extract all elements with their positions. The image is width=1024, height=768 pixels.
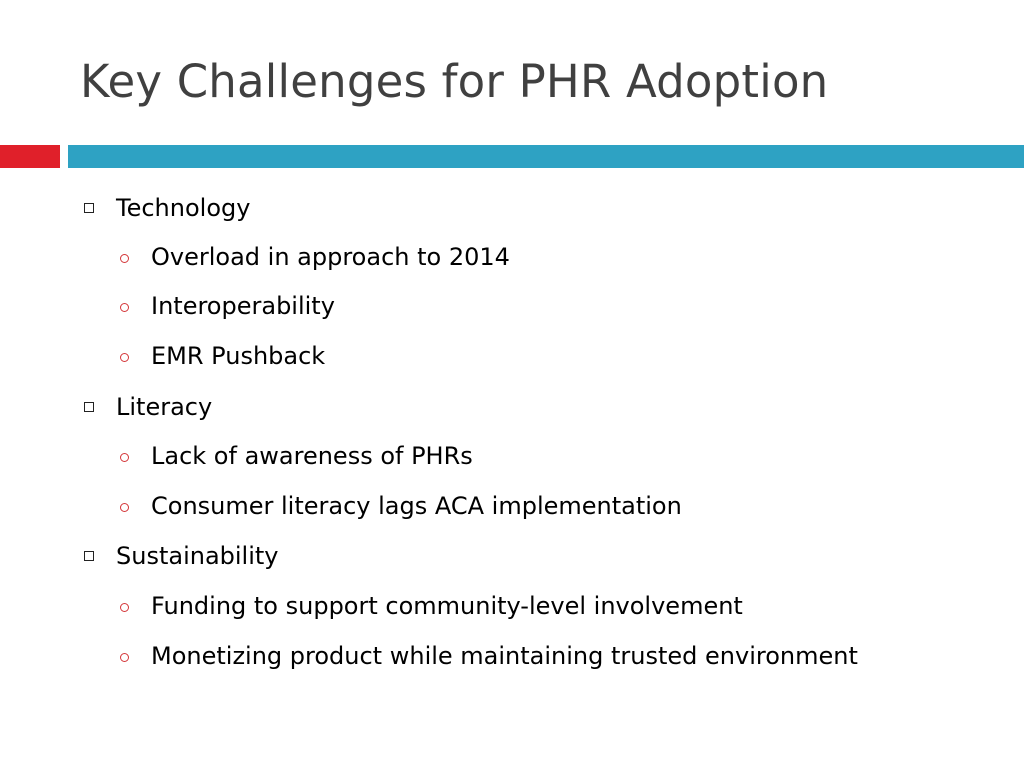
circle-bullet-icon xyxy=(120,254,129,263)
sub-bullet-text: Overload in approach to 2014 xyxy=(151,243,510,271)
circle-bullet-icon xyxy=(120,453,129,462)
square-bullet-icon xyxy=(84,551,94,561)
sub-bullet-text: Consumer literacy lags ACA implementation xyxy=(151,492,682,520)
sub-bullet-text: Interoperability xyxy=(151,292,335,320)
sub-bullet-text: Monetizing product while maintaining trusted environment xyxy=(151,642,858,670)
circle-bullet-icon xyxy=(120,353,129,362)
sub-bullet-item xyxy=(120,242,510,272)
sub-bullet-item xyxy=(120,591,743,621)
bullet-item-literacy xyxy=(80,392,212,422)
bullet-text: Technology xyxy=(116,194,251,222)
square-bullet-icon xyxy=(84,402,94,412)
sub-bullet-item xyxy=(120,441,473,471)
sub-bullet-item xyxy=(120,291,335,321)
slide-title: Key Challenges for PHR Adoption xyxy=(80,55,829,108)
sub-bullet-item xyxy=(120,341,325,371)
bullet-item-sustainability xyxy=(80,541,279,571)
circle-bullet-icon xyxy=(120,503,129,512)
circle-bullet-icon xyxy=(120,603,129,612)
bullet-text: Literacy xyxy=(116,393,213,421)
sub-bullet-text: EMR Pushback xyxy=(151,342,326,370)
bullet-item-technology xyxy=(80,193,250,223)
sub-bullet-text: Funding to support community-level involvement xyxy=(151,592,743,620)
sub-bullet-item xyxy=(120,641,858,671)
sub-bullet-text: Lack of awareness of PHRs xyxy=(151,442,473,470)
sub-bullet-item xyxy=(120,491,682,521)
circle-bullet-icon xyxy=(120,303,129,312)
square-bullet-icon xyxy=(84,203,94,213)
circle-bullet-icon xyxy=(120,653,129,662)
bullet-text: Sustainability xyxy=(116,542,279,570)
